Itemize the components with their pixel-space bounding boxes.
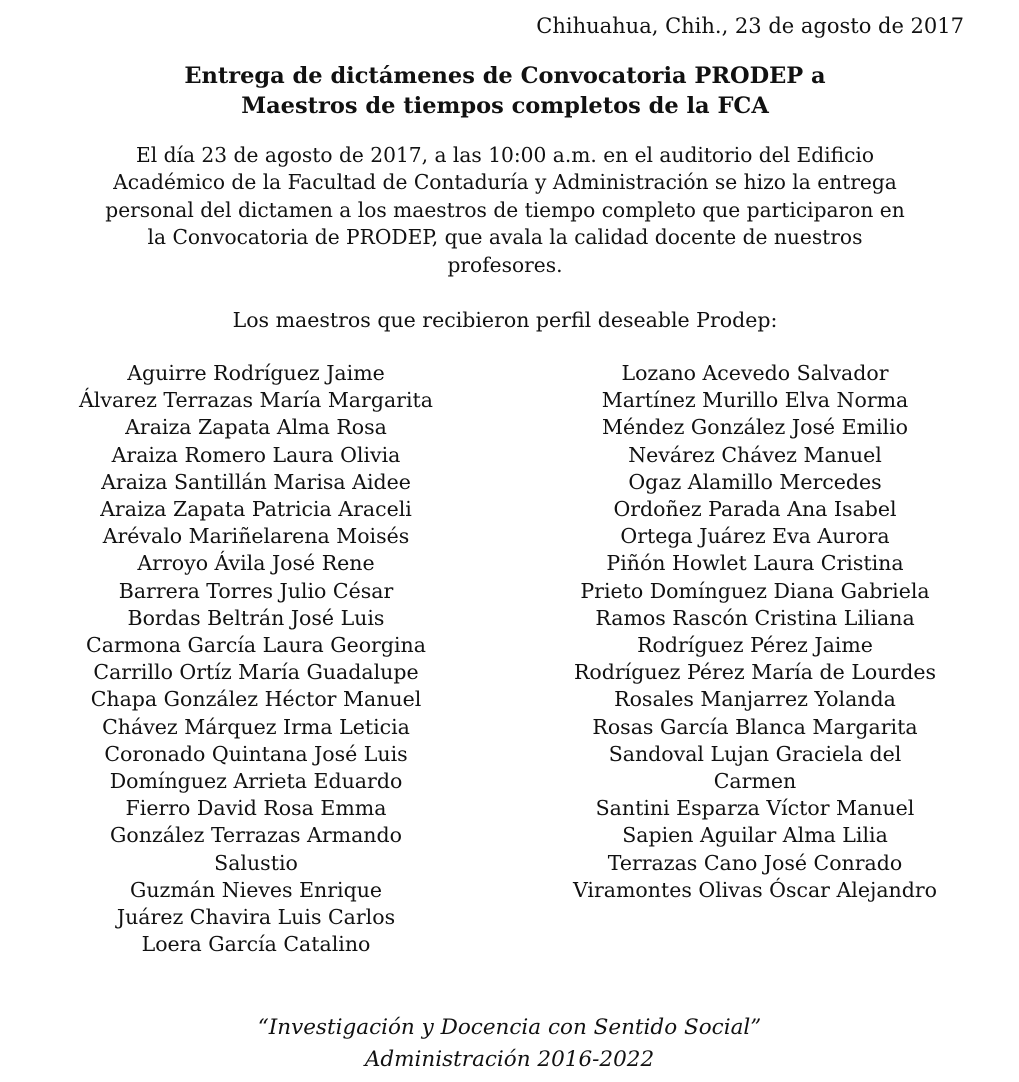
body-paragraph bbox=[30, 142, 980, 279]
list-item: Domínguez Arrieta Eduardo bbox=[109, 769, 403, 794]
list-item: Chávez Márquez Irma Leticia bbox=[102, 714, 410, 739]
list-item: Prieto Domínguez Diana Gabriela bbox=[580, 578, 930, 603]
list-item: Carmen bbox=[713, 769, 797, 794]
list-item: Arroyo Ávila José Rene bbox=[137, 551, 375, 576]
body-line-1: El día 23 de agosto de 2017, a las 10:00 a.m. en el auditorio del Edificio bbox=[135, 143, 875, 167]
list-item: Rodríguez Pérez María de Lourdes bbox=[573, 660, 937, 685]
list-intro: Los maestros que recibieron perfil deseable Prodep: bbox=[232, 308, 778, 332]
list-item: Carmona García Laura Georgina bbox=[86, 633, 426, 658]
list-item: Salustio bbox=[214, 850, 298, 875]
list-item: Araiza Zapata Alma Rosa bbox=[125, 415, 387, 440]
list-item: Sapien Aguilar Alma Lilia bbox=[622, 823, 888, 848]
footer bbox=[0, 1012, 1019, 1076]
list-item: Nevárez Chávez Manuel bbox=[628, 442, 882, 467]
list-item: Ortega Juárez Eva Aurora bbox=[620, 524, 890, 549]
date-line: Chihuahua, Chih., 23 de agosto de 2017 bbox=[536, 14, 964, 38]
list-item: Guzmán Nieves Enrique bbox=[129, 877, 383, 902]
body-line-2: Académico de la Facultad de Contaduría y Administración se hizo la entrega bbox=[113, 170, 897, 195]
list-item: Arévalo Mariñelarena Moisés bbox=[102, 524, 410, 549]
list-item: Bordas Beltrán José Luis bbox=[127, 605, 385, 630]
list-item: Carrillo Ortíz María Guadalupe bbox=[93, 660, 419, 685]
list-item: Álvarez Terrazas María Margarita bbox=[79, 388, 433, 413]
list-item: Araiza Santillán Marisa Aidee bbox=[101, 469, 411, 494]
list-item: Terrazas Cano José Conrado bbox=[607, 850, 903, 875]
body-line-5: profesores. bbox=[447, 252, 563, 277]
list-item: Rodríguez Pérez Jaime bbox=[637, 633, 873, 658]
footer-motto: “Investigación y Docencia con Sentido Social” bbox=[257, 1015, 762, 1040]
document-title bbox=[0, 61, 1010, 121]
list-item: Santini Esparza Víctor Manuel bbox=[595, 796, 915, 821]
names-column-right bbox=[505, 360, 1005, 904]
list-item: Méndez González José Emilio bbox=[602, 415, 908, 440]
list-item: Viramontes Olivas Óscar Alejandro bbox=[572, 877, 938, 902]
list-item: Juárez Chavira Luis Carlos bbox=[116, 905, 396, 930]
list-item: Rosales Manjarrez Yolanda bbox=[614, 687, 896, 712]
names-column-left bbox=[6, 360, 506, 958]
footer-administration: Administración 2016-2022 bbox=[364, 1047, 655, 1072]
list-item: Loera García Catalino bbox=[141, 932, 371, 957]
list-item: Araiza Zapata Patricia Araceli bbox=[100, 497, 412, 522]
title-line-1: Entrega de dictámenes de Convocatoria PRODEP a bbox=[184, 63, 826, 89]
list-item: Rosas García Blanca Margarita bbox=[592, 714, 918, 739]
list-item: Fierro David Rosa Emma bbox=[125, 796, 387, 821]
list-item: Lozano Acevedo Salvador bbox=[621, 361, 889, 385]
list-item: Martínez Murillo Elva Norma bbox=[601, 388, 909, 413]
list-item: Ogaz Alamillo Mercedes bbox=[628, 469, 882, 494]
list-item: González Terrazas Armando bbox=[110, 823, 402, 848]
list-item: Barrera Torres Julio César bbox=[118, 578, 394, 603]
list-item: Chapa González Héctor Manuel bbox=[90, 687, 422, 712]
list-item: Sandoval Lujan Graciela del bbox=[608, 741, 902, 766]
list-item: Piñón Howlet Laura Cristina bbox=[606, 551, 904, 576]
list-item: Araiza Romero Laura Olivia bbox=[111, 442, 401, 467]
list-item: Coronado Quintana José Luis bbox=[104, 741, 408, 766]
list-item: Ordoñez Parada Ana Isabel bbox=[613, 497, 897, 522]
body-line-4: la Convocatoria de PRODEP, que avala la calidad docente de nuestros bbox=[147, 225, 863, 250]
body-line-3: personal del dictamen a los maestros de tiempo completo que participaron en bbox=[105, 197, 905, 222]
list-item: Aguirre Rodríguez Jaime bbox=[127, 361, 385, 385]
list-item: Ramos Rascón Cristina Liliana bbox=[595, 605, 915, 630]
title-line-2: Maestros de tiempos completos de la FCA bbox=[241, 93, 769, 119]
